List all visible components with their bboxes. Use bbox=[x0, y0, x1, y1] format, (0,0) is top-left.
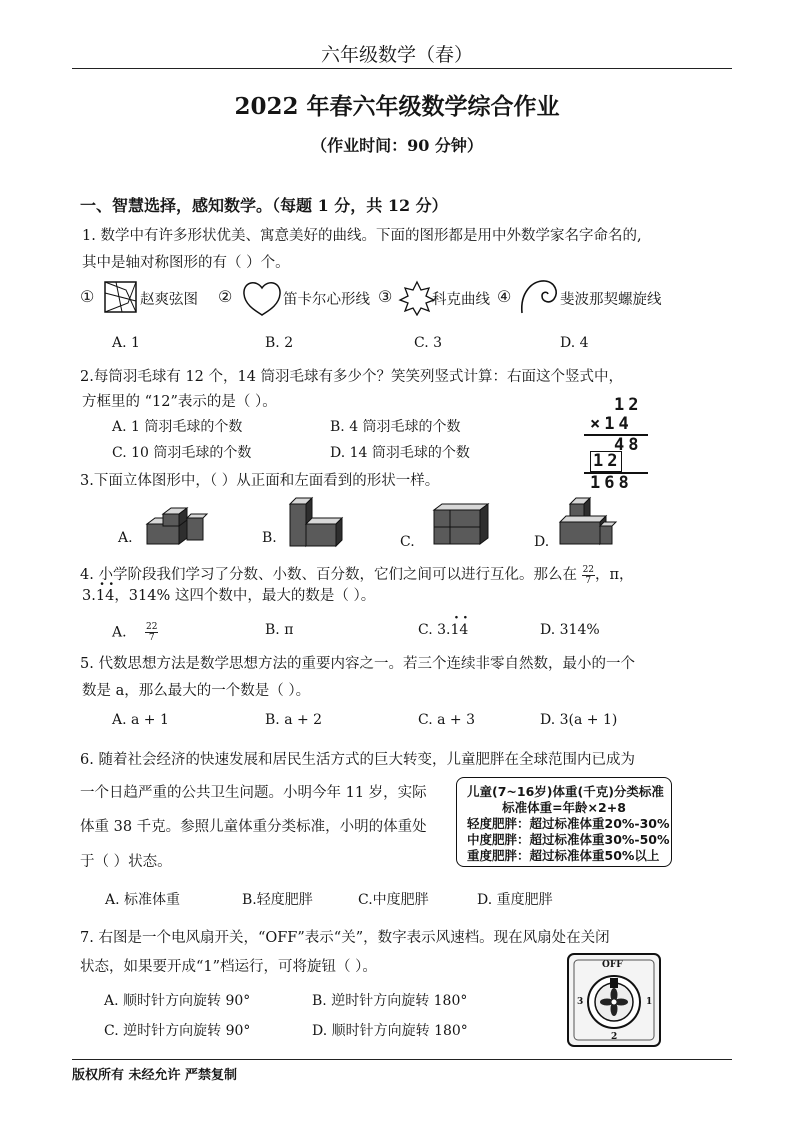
q1-choice-3-label: 科克曲线 bbox=[432, 292, 490, 308]
q1-choice-4-num: ④ bbox=[497, 287, 512, 306]
calc-row-2: ×14 bbox=[590, 414, 633, 434]
cube-stack-a bbox=[143, 500, 209, 548]
page-subtitle: （作业时间：90 分钟） bbox=[311, 136, 483, 155]
q7-option-d: D. 顺时针方向旋转 180° bbox=[312, 1023, 468, 1039]
q7-option-a: A. 顺时针方向旋转 90° bbox=[104, 993, 251, 1009]
q1-choice-2-num: ② bbox=[218, 287, 233, 306]
footer-copyright: 版权所有 未经允许 严禁复制 bbox=[72, 1068, 238, 1083]
q1-choice-4-label: 斐波那契螺旋线 bbox=[560, 292, 662, 308]
q3-option-c: C. bbox=[400, 534, 415, 550]
q3-text: 3.下面立体图形中，（ ）从正面和左面看到的形状一样。 bbox=[80, 473, 440, 489]
fibonacci-spiral-figure bbox=[518, 277, 560, 315]
q4-text-1b: ，π， bbox=[595, 567, 634, 583]
weight-standard-title: 儿童(7~16岁)体重(千克)分类标准 bbox=[467, 784, 664, 799]
q6-text-4: 于（ ）状态。 bbox=[80, 854, 172, 870]
q7-option-b: B. 逆时针方向旋转 180° bbox=[312, 993, 468, 1009]
fan-switch-3-label: 3 bbox=[577, 997, 584, 1007]
q7-option-c: C. 逆时针方向旋转 90° bbox=[104, 1023, 251, 1039]
q4-text-1a: 4. 小学阶段我们学习了分数、小数、百分数，它们之间可以进行互化。那么在 bbox=[80, 567, 577, 583]
cube-stack-d bbox=[556, 494, 620, 550]
q4-repeat-digit-2: 4 · bbox=[105, 588, 114, 604]
calc-row-4-boxed: 12 bbox=[590, 451, 622, 472]
q6-option-b: B.轻度肥胖 bbox=[242, 892, 313, 908]
weight-standard-mid: 中度肥胖：超过标准体重30%-50% bbox=[467, 832, 670, 847]
q6-text-2: 一个日趋严重的公共卫生问题。小明今年 11 岁，实际 bbox=[80, 785, 427, 801]
q4-fraction-num: 22 bbox=[582, 564, 595, 575]
q1-choice-2-label: 笛卡尔心形线 bbox=[283, 292, 370, 308]
q4-option-c bbox=[418, 622, 468, 638]
q2-text-1: 2.每筒羽毛球有 12 个，14 筒羽毛球有多少个？笑笑列竖式计算：右面这个竖式中， bbox=[80, 369, 624, 385]
q7-text-1: 7. 右图是一个电风扇开关，“OFF”表示“关”，数字表示风速档。现在风扇处在关闭 bbox=[80, 930, 610, 946]
q1-choice-1-label: 赵爽弦图 bbox=[140, 292, 198, 308]
q6-text-1: 6. 随着社会经济的快速发展和居民生活方式的巨大转变，儿童肥胖在全球范围内已成为 bbox=[80, 752, 635, 768]
weight-standard-box bbox=[456, 777, 672, 867]
q3-option-b: B. bbox=[262, 530, 277, 546]
header-rule bbox=[72, 68, 732, 69]
koch-snowflake-figure bbox=[398, 280, 436, 316]
q4-option-d: D. 314% bbox=[540, 622, 600, 638]
q5-text-2: 数是 a，那么最大的一个数是（ ）。 bbox=[82, 683, 311, 699]
q1-text-2: 其中是轴对称图形的有（ ）个。 bbox=[82, 255, 290, 271]
q1-choice-3-num: ③ bbox=[378, 287, 393, 306]
q4-option-a-num: 22 bbox=[146, 622, 158, 632]
q1-option-b: B. 2 bbox=[265, 335, 294, 351]
q2-option-a: A. 1 筒羽毛球的个数 bbox=[112, 419, 243, 435]
q4-decimal-int: 3. bbox=[82, 588, 96, 604]
page-header: 六年级数学（春） bbox=[320, 44, 473, 66]
q4-fraction bbox=[582, 565, 595, 586]
q1-text-1: 1. 数学中有许多形状优美、寓意美好的曲线。下面的图形都是用中外数学家名字命名的, bbox=[82, 228, 642, 244]
q2-option-d: D. 14 筒羽毛球的个数 bbox=[330, 445, 470, 461]
q2-option-c: C. 10 筒羽毛球的个数 bbox=[112, 445, 252, 461]
q6-option-a: A. 标准体重 bbox=[105, 892, 181, 908]
q4-option-c-digit-1: 1 · bbox=[450, 622, 459, 638]
q3-option-a: A. bbox=[118, 530, 133, 546]
q4-option-b: B. π bbox=[265, 622, 294, 638]
q3-option-d: D. bbox=[534, 534, 550, 550]
weight-standard-formula: 标准体重=年龄×2+8 bbox=[502, 800, 626, 815]
q1-option-d: D. 4 bbox=[560, 335, 589, 351]
cube-stack-c bbox=[428, 498, 494, 548]
q2-option-b: B. 4 筒羽毛球的个数 bbox=[330, 419, 461, 435]
q4-option-a-den: 7 bbox=[148, 633, 155, 643]
q4-option-a-label: A. bbox=[112, 624, 127, 641]
calc-row-3: 48 bbox=[614, 435, 643, 455]
section-heading: 一、智慧选择，感知数学。（每题 1 分，共 12 分） bbox=[80, 196, 448, 215]
calc-row-5: 168 bbox=[590, 473, 633, 493]
q4-option-c-int: C. 3. bbox=[418, 622, 451, 638]
q4-option-a bbox=[112, 622, 158, 643]
fan-switch-off-label: OFF bbox=[602, 960, 623, 970]
q5-option-d: D. 3(a + 1) bbox=[540, 712, 618, 728]
q6-text-3: 体重 38 千克。参照儿童体重分类标准，小明的体重处 bbox=[80, 819, 427, 835]
q5-option-b: B. a + 2 bbox=[265, 712, 323, 728]
zhao-shuang-figure bbox=[104, 281, 138, 313]
q4-option-c-digit-2: 4 · bbox=[459, 622, 468, 638]
weight-standard-heavy: 重度肥胖：超过标准体重50%以上 bbox=[467, 848, 660, 863]
q4-option-a-fraction bbox=[145, 622, 158, 643]
q5-option-a: A. a + 1 bbox=[112, 712, 169, 728]
q4-repeat-digit-1: 1 · bbox=[96, 588, 105, 604]
q4-text-2d: ，314% 这四个数中，最大的数是（ ）。 bbox=[114, 588, 376, 604]
q7-text-2: 状态，如果要开成“1”档运行，可将旋钮（ ）。 bbox=[80, 959, 377, 975]
q1-option-a: A. 1 bbox=[112, 335, 140, 351]
page-title: 2022 年春六年级数学综合作业 bbox=[234, 93, 560, 120]
q1-option-c: C. 3 bbox=[414, 335, 443, 351]
footer-rule bbox=[72, 1059, 732, 1060]
q6-option-d: D. 重度肥胖 bbox=[477, 892, 553, 908]
fan-switch-2-label: 2 bbox=[611, 1032, 618, 1042]
q4-text-1 bbox=[80, 563, 634, 586]
weight-standard-light: 轻度肥胖：超过标准体重20%-30% bbox=[467, 816, 670, 831]
q2-text-2: 方框里的 “12”表示的是（ ）。 bbox=[82, 394, 277, 410]
calc-row-1: 12 bbox=[614, 395, 643, 415]
q4-fraction-den: 7 bbox=[585, 575, 592, 586]
cube-stack-b bbox=[286, 494, 348, 550]
q6-option-c: C.中度肥胖 bbox=[358, 892, 429, 908]
q5-text-1: 5. 代数思想方法是数学思想方法的重要内容之一。若三个连续非零自然数，最小的一个 bbox=[80, 656, 635, 672]
q1-choice-1-num: ① bbox=[80, 287, 95, 306]
fan-switch bbox=[566, 952, 662, 1048]
fan-switch-1-label: 1 bbox=[646, 997, 653, 1007]
q5-option-c: C. a + 3 bbox=[418, 712, 475, 728]
q4-text-2 bbox=[82, 584, 375, 605]
cardioid-figure bbox=[242, 280, 282, 316]
